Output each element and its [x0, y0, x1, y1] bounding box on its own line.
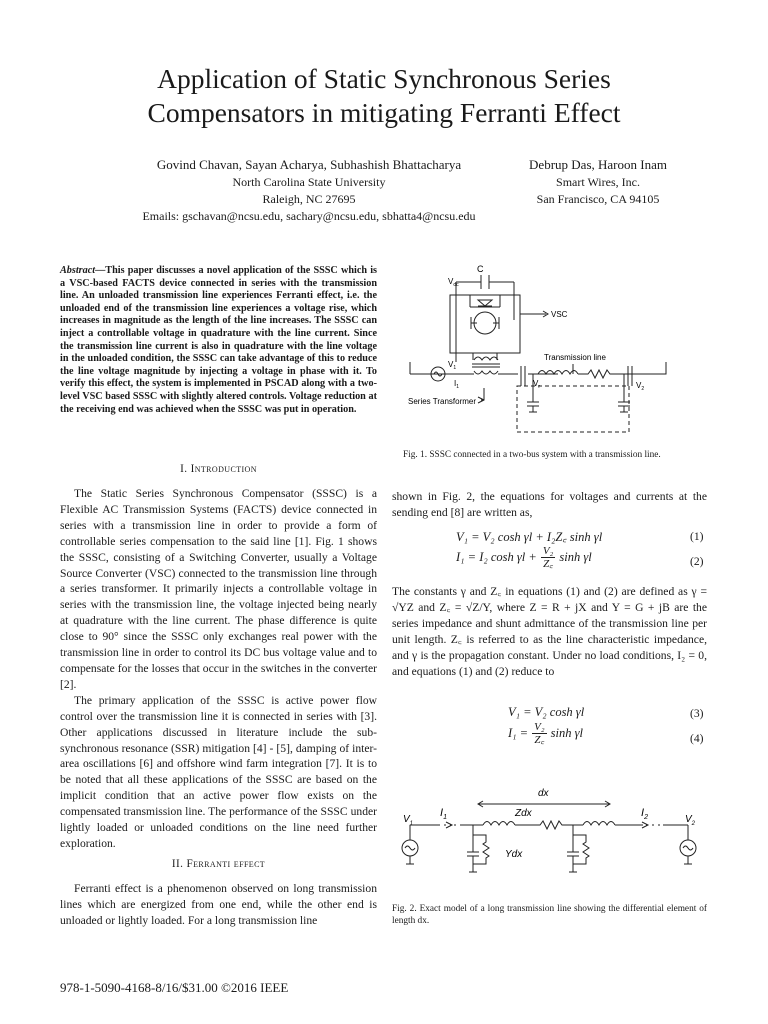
eq4-fraction: $\frac{\text{V₂}}{Z꜀}$: [534, 721, 545, 746]
equation-4-number: (4): [690, 732, 704, 745]
fig2-label-i2: $I_2$: [641, 807, 648, 821]
author-names: Govind Chavan, Sayan Acharya, Subhashish Bhattacharya: [156, 157, 462, 172]
fig2-label-v2: $V_2$: [685, 814, 696, 827]
eq4-rhs: sinh γl: [550, 726, 583, 740]
fig1-label-vsc: VSC: [551, 310, 568, 319]
fig1-label-v1: $V_1$: [448, 360, 457, 371]
eq2-rhs: sinh γl: [559, 550, 592, 564]
fig1-label-transmission-line: Transmission line: [544, 353, 606, 362]
right-paragraph-1: shown in Fig. 2, the equations for voltages and currents at the sending end [8] are written as,: [392, 490, 707, 519]
equation-1-number: (1): [690, 530, 704, 543]
fig1-label-i1: $I_1$: [454, 379, 460, 390]
fig1-label-v2: $V_2$: [636, 381, 645, 392]
title-line-2: Compensators in mitigating Ferranti Effect: [147, 97, 621, 128]
equation-3: V₁ = V₂ cosh γl: [508, 705, 585, 719]
eq4-lhs: I₁ =: [508, 726, 529, 740]
abstract: [60, 265, 377, 416]
copyright-footer: 978-1-5090-4168-8/16/$31.00 ©2016 IEEE: [60, 980, 289, 995]
figure-1-caption: Fig. 1. SSSC connected in a two-bus system with a transmission line.: [403, 450, 661, 460]
author-affiliation: Smart Wires, Inc.: [556, 175, 640, 189]
fig2-label-v1: $V_1$: [403, 814, 414, 827]
abstract-text: —This paper discusses a novel application of the SSSC which is a VSC-based FACTS device connected in series with the transmission line. An unloaded transmission line experiences Ferranti effect, i.e. the unloaded end of the transmission line experiences a voltage rise, which increases in magnitude as the length of the line increases. The SSSC can inject a controllable voltage in quadrature with the line current. Since the transmission line current is also in quadrature with the line voltage in the unloaded condition, the SSSC can take advantage of this to reduce the line voltage magnitude by injecting a voltage in phase with it. To verify this effect, the system is implemented in PSCAD along with a two-level VSC based SSSC with slightly altered controls. Voltage reduction at the receiving end was achieved when the SSSC was put in operation.: [60, 265, 377, 415]
figure-2-caption: Fig. 2. Exact model of a long transmission line showing the differential element of length dx.: [392, 904, 707, 926]
paragraph: Ferranti effect is a phenomenon observed on long transmission lines which are energized from one end, while the other end is unloaded or lightly loaded. For a long transmission line: [60, 882, 377, 927]
section-heading-introduction: I. Introduction: [180, 463, 257, 475]
introduction-text: [60, 486, 377, 852]
author-block-left: [78, 155, 540, 225]
eq2-lhs: I₁ = I₂ cosh γl +: [456, 550, 537, 564]
title-line-1: Application of Static Synchronous Series: [157, 63, 611, 94]
fig2-label-i1: $I_1$: [440, 807, 447, 821]
author-emails: Emails: gschavan@ncsu.edu, sachary@ncsu.edu, sbhatta4@ncsu.edu: [142, 209, 476, 223]
abstract-label: Abstract: [60, 265, 96, 276]
author-names: Debrup Das, Haroon Inam: [529, 157, 667, 172]
paragraph: The primary application of the SSSC is active power flow control over the transmission line it is connected in series with [3]. Other applications discussed in literature include the sub-synchronous resonance (SSR) mitigation [4] - [5], damping of inter-area oscillations [6] and offshore wind farm integration [7]. It is to be noted that all these applications of the SSSC are based on the implicit condition that an active power flow exists on the compensated transmission line. The performance of the SSSC under lightly loaded or unloaded conditions on the line need further exploration.: [60, 693, 377, 850]
author-affiliation: North Carolina State University: [232, 175, 386, 189]
fig1-label-capacitor: C: [477, 264, 484, 274]
equation-3-number: (3): [690, 707, 704, 720]
equation-1: V₁ = V₂ cosh γl + I₂Z꜀ sinh γl: [456, 530, 603, 544]
author-location: San Francisco, CA 94105: [536, 192, 660, 206]
fig2-label-ydx: Ydx: [505, 849, 523, 860]
figure-2-long-line-model: [398, 780, 708, 895]
fig1-label-vr: $V_r$: [533, 379, 541, 390]
section-heading-ferranti: II. Ferranti effect: [171, 858, 266, 870]
author-location: Raleigh, NC 27695: [262, 192, 356, 206]
ferranti-text: [60, 881, 377, 929]
equation-2: [456, 545, 592, 570]
right-paragraph-2: The constants γ and Z꜀ in equations (1) and (2) are defined as γ = √YZ and Z꜀ = √Z/Y, where Z = R + jX and Y = G + jB are the series impedance and shunt admittance of the transmission line per unit length. Z꜀ is referred to as the line characteristic impedance, and γ is the propagation constant. Under no load conditions, I₂ = 0, and equations (1) and (2) reduce to: [392, 585, 707, 678]
author-block-right: [498, 155, 698, 208]
fig1-label-series-transformer: Series Transformer: [408, 397, 477, 406]
eq2-fraction: $\frac{\text{V₂}}{Z꜀}$: [542, 545, 554, 570]
figure-1-sssc-diagram: [398, 262, 708, 442]
fig1-label-vdc: $V_{dc}$: [448, 277, 459, 288]
fig2-label-zdx: Zdx: [515, 808, 532, 819]
fig2-label-dx: dx: [538, 788, 549, 799]
paragraph: The Static Series Synchronous Compensator (SSSC) is a Flexible AC Transmission Systems (FACTS) device connected in series with a transmission line in order to provide a form of controllable series compensation to the said line [1]. Fig. 1 shows the SSSC, consisting of a Switching Converter, usually a Voltage Source Converter (VSC) connected to the transmission line through a series transformer. It primarily injects a controllable voltage in series with the transmission line, the voltage injected being nearly at quadrature with the line current. The phase difference is quite close to 90° since the SSSC only exchanges real power with the transmission line in order to control its DC bus voltage value and to compensate for the losses that occur in the switches in the converter [2].: [60, 487, 377, 691]
equation-2-number: (2): [690, 555, 704, 568]
paper-title: [0, 62, 768, 130]
equation-4: [508, 721, 583, 746]
